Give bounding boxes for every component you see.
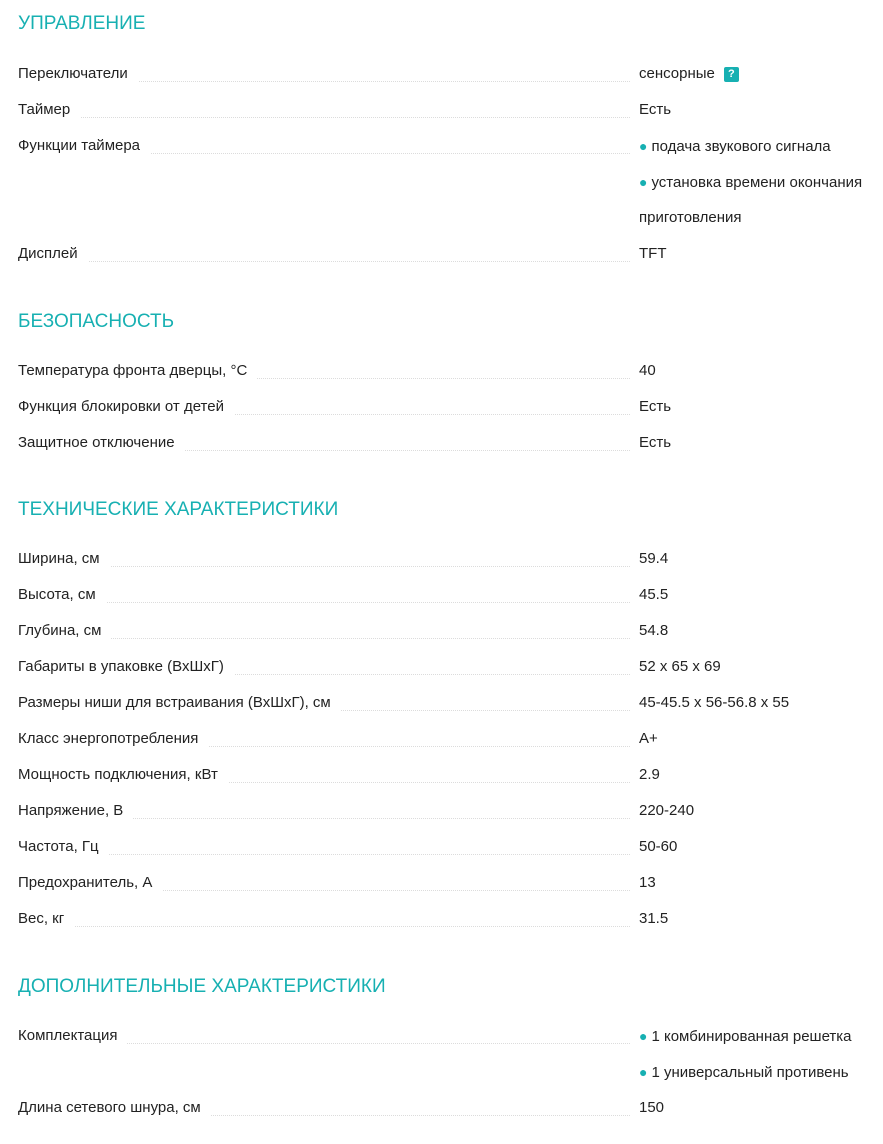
list-item-continuation: приготовления (639, 209, 742, 226)
list-item: ● 1 комбинированная решетка (639, 1028, 852, 1045)
spec-label: Функции таймера (18, 128, 150, 164)
list-item: ● подача звукового сигнала (639, 138, 831, 155)
spec-value: 45-45.5 x 56-56.8 x 55 (639, 694, 790, 711)
section-title: ДОПОЛНИТЕЛЬНЫЕ ХАРАКТЕРИСТИКИ (18, 976, 386, 997)
spec-row-safety-shutoff (0, 425, 883, 461)
dotted-leader (18, 602, 630, 603)
spec-value: 150 (639, 1099, 665, 1116)
spec-label: Таймер (18, 92, 80, 128)
spec-row-timer-functions (0, 128, 883, 226)
spec-value: Есть (639, 101, 672, 118)
spec-label: Дисплей (18, 236, 88, 272)
spec-row-frequency (0, 829, 883, 865)
spec-label: Высота, см (18, 577, 106, 613)
section-title: УПРАВЛЕНИЕ (18, 13, 146, 34)
bullet-icon: ● (639, 174, 648, 190)
spec-row-door-temperature (0, 353, 883, 389)
spec-row-switches (0, 56, 883, 92)
spec-row-depth (0, 613, 883, 649)
spec-row-niche-dimensions (0, 685, 883, 721)
help-icon[interactable]: ? (724, 67, 739, 82)
spec-value: 45.5 (639, 586, 669, 603)
spec-label: Напряжение, В (18, 793, 133, 829)
spec-value: 50-60 (639, 838, 678, 855)
spec-value: 54.8 (639, 622, 669, 639)
spec-row-energy-class (0, 721, 883, 757)
spec-value: 220-240 (639, 802, 695, 819)
dotted-leader (18, 117, 630, 118)
spec-label: Вес, кг (18, 901, 74, 937)
spec-row-cord-length (0, 1090, 883, 1126)
spec-value: 40 (639, 362, 656, 379)
spec-value: A+ (639, 730, 658, 747)
spec-row-package-dimensions (0, 649, 883, 685)
spec-value-text: сенсорные (639, 65, 715, 82)
spec-row-power (0, 757, 883, 793)
list-item: ● 1 универсальный противень (639, 1064, 849, 1081)
spec-label: Глубина, см (18, 613, 111, 649)
spec-row-weight (0, 901, 883, 937)
spec-value: Есть (639, 398, 672, 415)
section-title: ТЕХНИЧЕСКИЕ ХАРАКТЕРИСТИКИ (18, 499, 339, 520)
spec-value: 13 (639, 874, 656, 891)
spec-label: Предохранитель, А (18, 865, 162, 901)
bullet-icon: ● (639, 138, 648, 154)
spec-row-height (0, 577, 883, 613)
spec-label: Температура фронта дверцы, °C (18, 353, 257, 389)
spec-label: Переключатели (18, 56, 138, 92)
spec-value: 59.4 (639, 550, 669, 567)
spec-value: 31.5 (639, 910, 669, 927)
spec-row-timer (0, 92, 883, 128)
spec-value-list (639, 128, 883, 236)
dotted-leader (18, 261, 630, 262)
spec-label: Габариты в упаковке (ВхШхГ) (18, 649, 234, 685)
dotted-leader (18, 926, 630, 927)
spec-value-list (639, 1018, 883, 1090)
spec-label: Комплектация (18, 1018, 127, 1054)
spec-label: Ширина, см (18, 541, 110, 577)
spec-row-voltage (0, 793, 883, 829)
spec-value: Есть (639, 434, 672, 451)
dotted-leader (18, 854, 630, 855)
spec-row-width (0, 541, 883, 577)
dotted-leader (18, 566, 630, 567)
spec-label: Функция блокировки от детей (18, 389, 234, 425)
spec-label: Класс энергопотребления (18, 721, 208, 757)
spec-value: 2.9 (639, 766, 660, 783)
spec-label: Частота, Гц (18, 829, 109, 865)
spec-value: TFT (639, 245, 667, 262)
spec-row-package-contents (0, 1018, 883, 1081)
spec-label: Размеры ниши для встраивания (ВхШхГ), см (18, 685, 341, 721)
spec-value (639, 56, 883, 92)
spec-label: Длина сетевого шнура, см (18, 1090, 211, 1126)
spec-row-child-lock (0, 389, 883, 425)
bullet-icon: ● (639, 1028, 648, 1044)
spec-value: 52 x 65 x 69 (639, 658, 721, 675)
spec-label: Мощность подключения, кВт (18, 757, 228, 793)
spec-row-display (0, 236, 883, 272)
spec-label: Защитное отключение (18, 425, 185, 461)
spec-row-fuse (0, 865, 883, 901)
bullet-icon: ● (639, 1064, 648, 1080)
list-item: ● установка времени окончания (639, 174, 863, 191)
section-title: БЕЗОПАСНОСТЬ (18, 311, 175, 332)
